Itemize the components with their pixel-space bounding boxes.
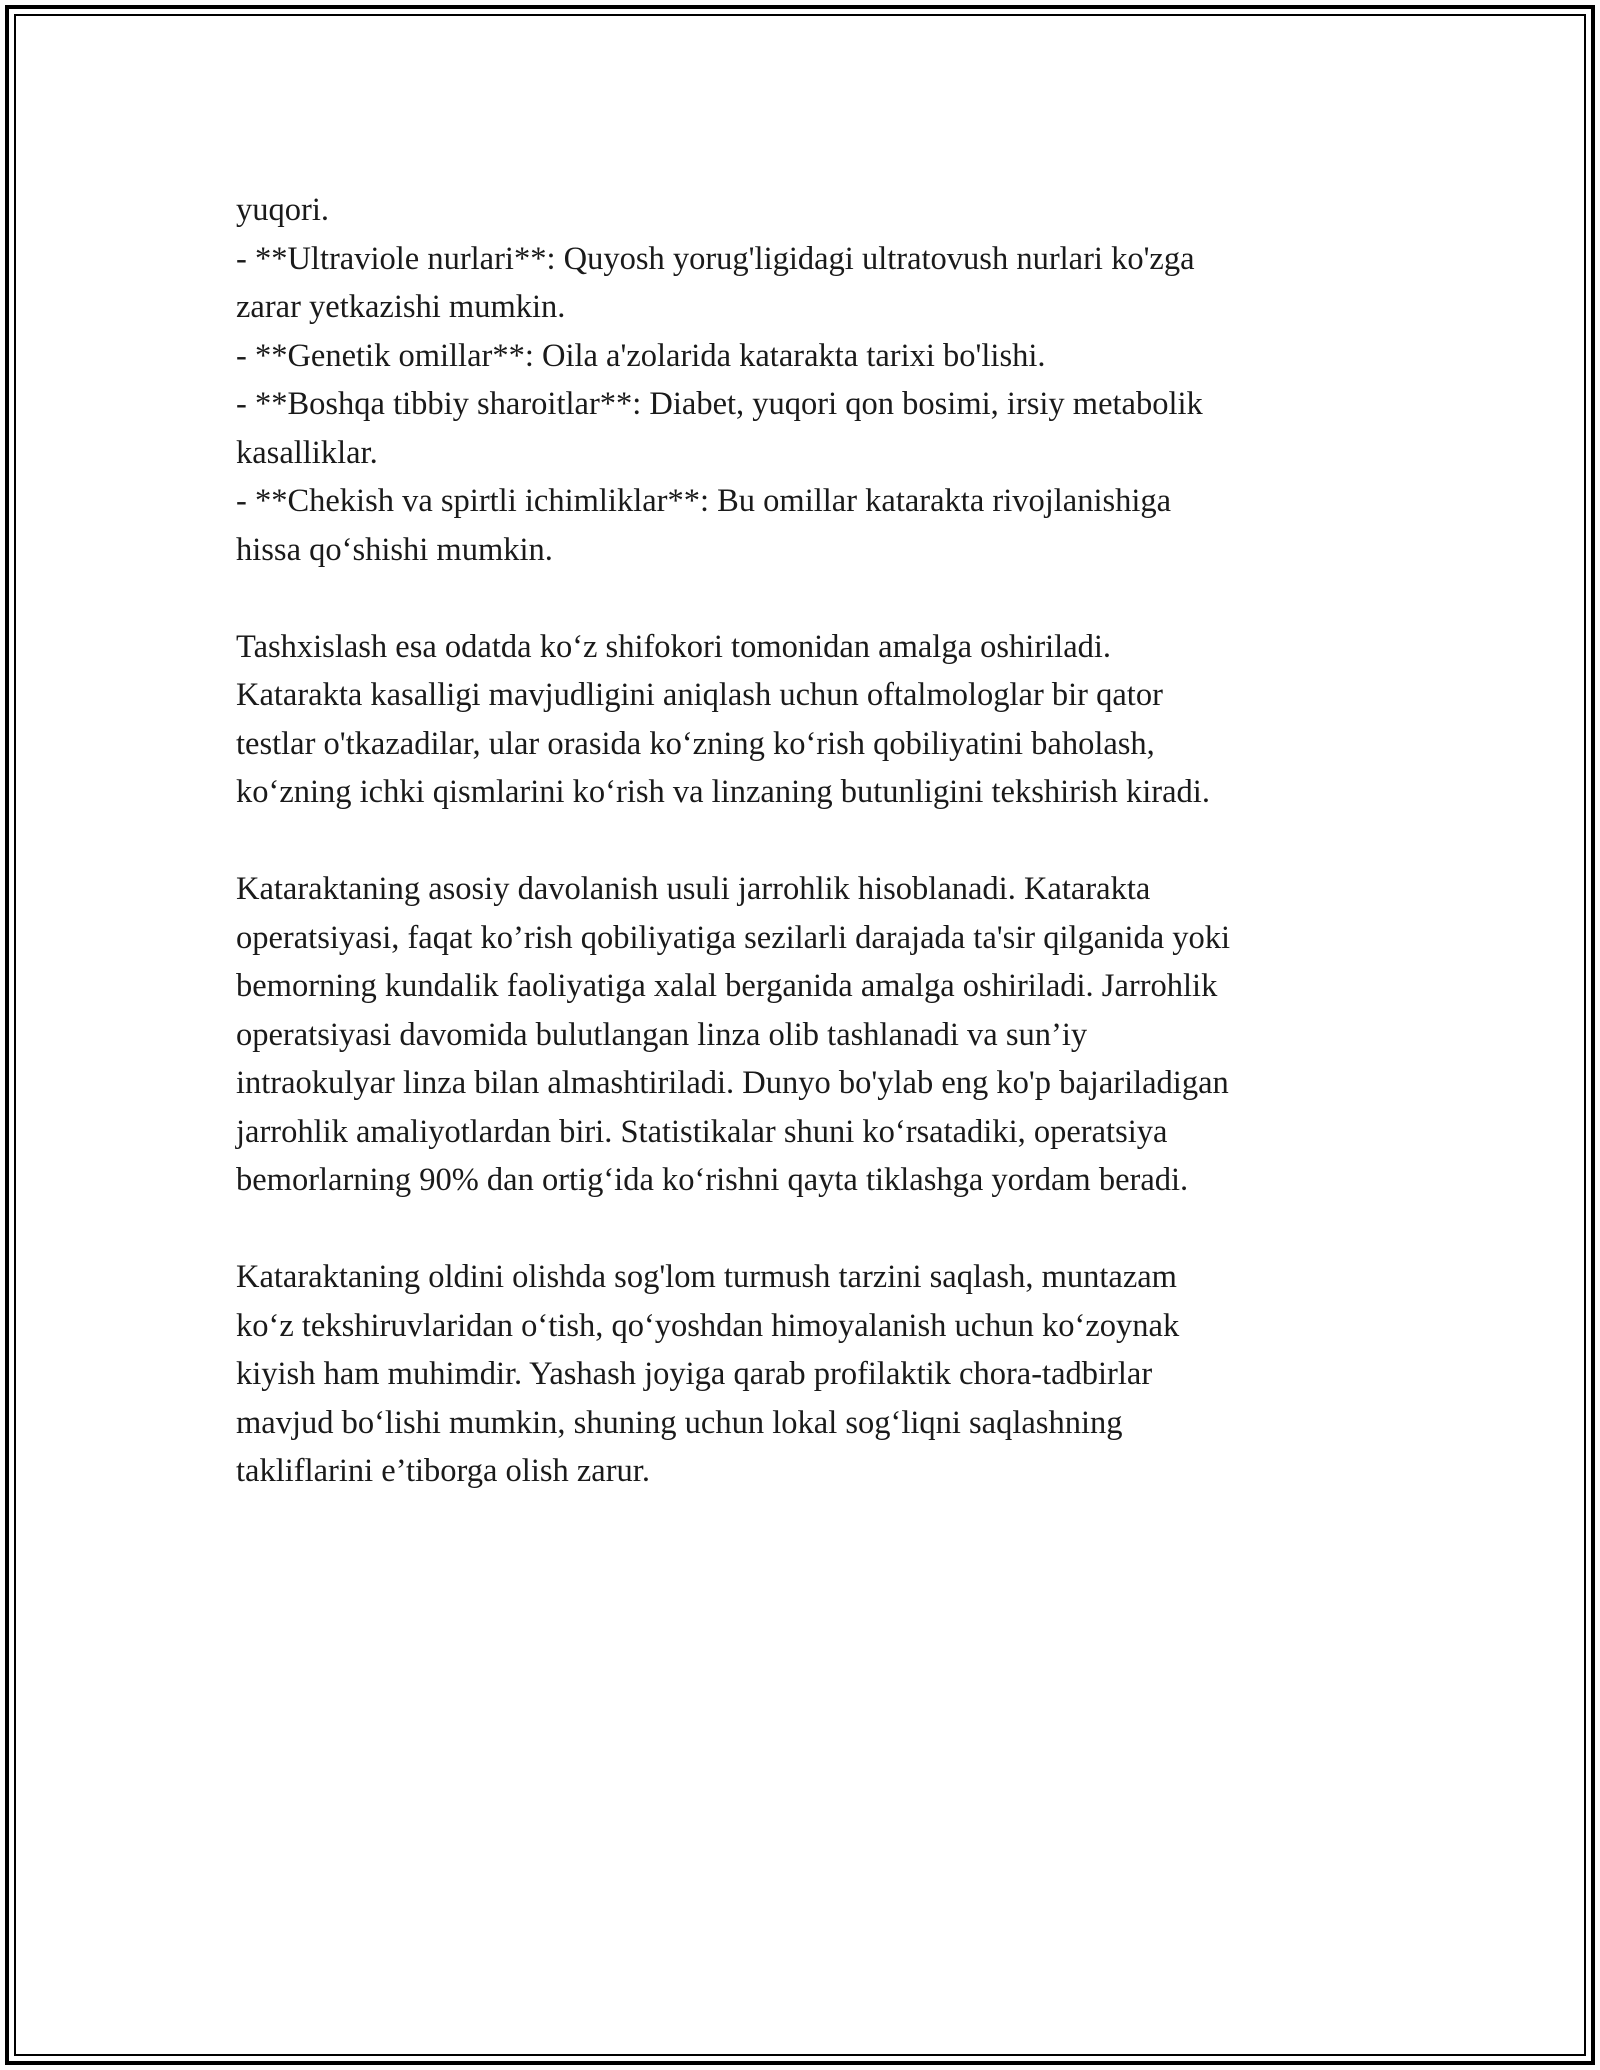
text-line: - **Chekish va spirtli ichimliklar**: Bu omillar katarakta rivojlanishiga (236, 483, 1172, 519)
text-line: bemorning kundalik faoliyatiga xalal berganida amalga oshiriladi. Jarrohlik (236, 968, 1218, 1004)
text-line: - **Genetik omillar**: Oila a'zolarida katarakta tarixi bo'lishi. (236, 337, 1046, 374)
treatment-paragraph (236, 865, 1376, 1205)
text-line: jarrohlik amaliyotlardan biri. Statistikalar shuni ko‘rsatadiki, operatsiya (236, 1113, 1168, 1150)
diagnosis-paragraph (236, 623, 1376, 817)
paragraph-gap (236, 817, 1376, 866)
text-line: Kataraktaning asosiy davolanish usuli jarrohlik hisoblanadi. Katarakta (236, 871, 1151, 907)
text-line: zarar yetkazishi mumkin. (236, 289, 566, 325)
text-line: Tashxislash esa odatda ko‘z shifokori tomonidan amalga oshiriladi. (236, 628, 1112, 665)
prevention-paragraph (236, 1253, 1376, 1496)
text-line: - **Ultraviole nurlari**: Quyosh yorug'ligidagi ultratovush nurlari ko'zga (236, 240, 1195, 277)
text-line: Kataraktaning oldini olishda sog'lom turmush tarzini saqlash, muntazam (236, 1259, 1177, 1295)
text-line: operatsiyasi davomida bulutlangan linza olib tashlanadi va sun’iy (236, 1016, 1088, 1053)
paragraph-gap (236, 1205, 1376, 1254)
text-line: operatsiyasi, faqat ko’rish qobiliyatiga sezilarli darajada ta'sir qilganida yoki (236, 919, 1231, 956)
document-body (236, 186, 1376, 1496)
text-line: hissa qo‘shishi mumkin. (236, 531, 553, 568)
text-line: kasalliklar. (236, 434, 378, 471)
paragraph-gap (236, 574, 1376, 623)
text-line: takliflarini e’tiborga olish zarur. (236, 1453, 650, 1489)
text-line: intraokulyar linza bilan almashtiriladi. Dunyo bo'ylab eng ko'p bajariladigan (236, 1065, 1229, 1101)
text-line: mavjud bo‘lishi mumkin, shuning uchun lokal sog‘liqni saqlashning (236, 1404, 1123, 1441)
text-line: - **Boshqa tibbiy sharoitlar**: Diabet, yuqori qon bosimi, irsiy metabolik (236, 386, 1203, 422)
text-line: yuqori. (236, 192, 329, 228)
text-line: kiyish ham muhimdir. Yashash joyiga qarab profilaktik chora-tadbirlar (236, 1356, 1153, 1392)
text-line: testlar o'tkazadilar, ular orasida ko‘zning ko‘rish qobiliyatini baholash, (236, 725, 1155, 762)
risk-factors-paragraph (236, 186, 1376, 574)
text-line: ko‘zning ichki qismlarini ko‘rish va linzaning butunligini tekshirish kiradi. (236, 774, 1210, 810)
text-line: ko‘z tekshiruvlaridan o‘tish, qo‘yoshdan himoyalanish uchun ko‘zoynak (236, 1307, 1180, 1344)
text-line: bemorlarning 90% dan ortig‘ida ko‘rishni qayta tiklashga yordam beradi. (236, 1162, 1189, 1198)
text-line: Katarakta kasalligi mavjudligini aniqlash uchun oftalmologlar bir qator (236, 677, 1163, 713)
